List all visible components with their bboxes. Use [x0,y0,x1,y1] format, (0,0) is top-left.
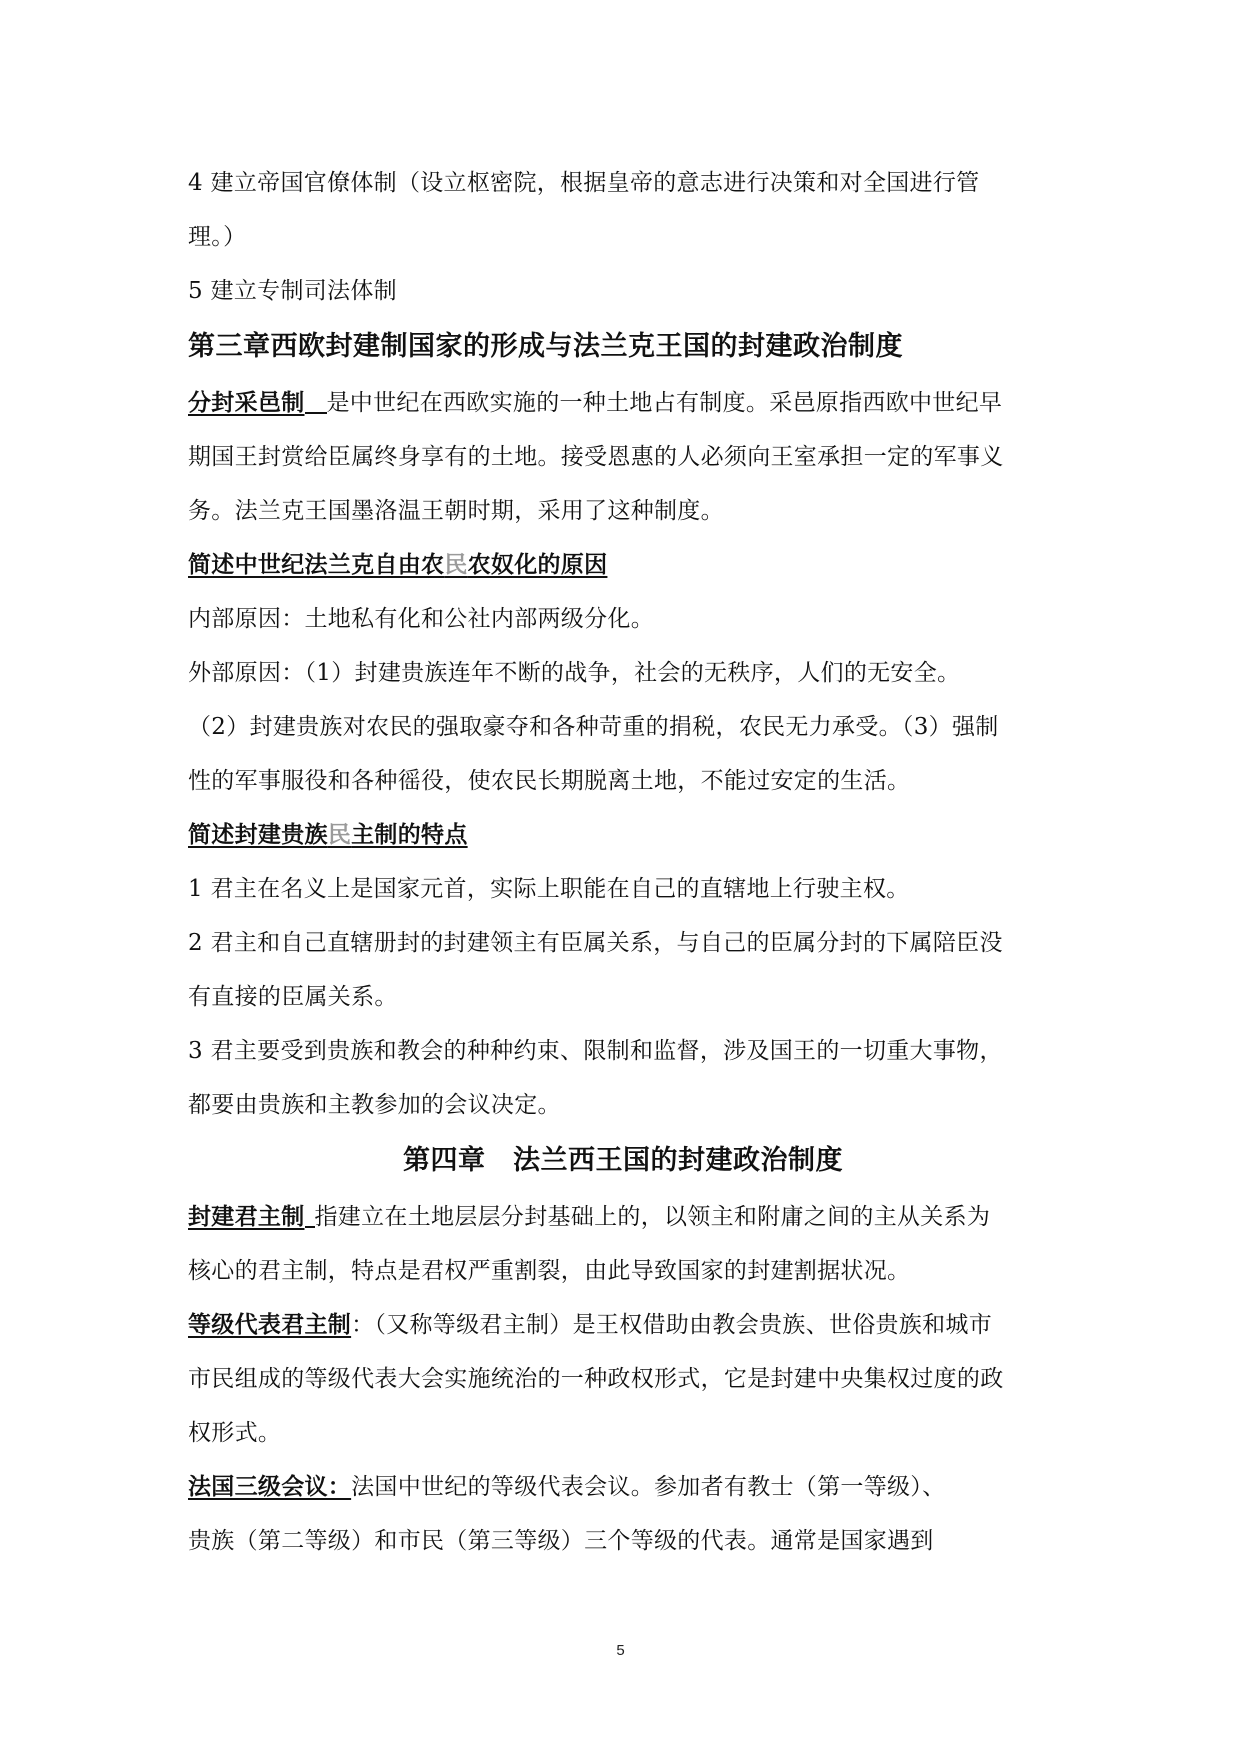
estates-general-text: 法国中世纪的等级代表会议。参加者有教士（第一等级）、 [351,1474,946,1500]
external-reasons-line-3: 性的军事服役和各种徭役，使农民长期脱离土地，不能过安定的生活。 [188,768,911,794]
peasants-heading-faded-char: 民 [444,552,468,578]
term-underline-trail [305,1225,315,1228]
democracy-item-3-line-2: 都要由贵族和主教参加的会议决定。 [188,1092,561,1118]
item-4-line-2: 理。） [188,224,247,250]
item-4-line-1: 4 建立帝国官僚体制（设立枢密院，根据皇帝的意志进行决策和对全国进行管 [188,170,980,196]
internal-reasons: 内部原因：土地私有化和公社内部两级分化。 [188,606,654,632]
term-underline-trail [305,411,327,414]
fief-definition-line-1 [188,376,1058,430]
peasants-heading-text [188,552,607,578]
estates-general-term: 法国三级会议： [188,1474,352,1500]
fief-term: 分封采邑制 [188,390,305,416]
democracy-heading [188,808,1058,862]
estates-monarchy-line-3: 权形式。 [188,1420,282,1446]
chapter-3-title: 第三章西欧封建制国家的形成与法兰克王国的封建政治制度 [188,331,903,362]
fief-definition-text: 是中世纪在西欧实施的一种土地占有制度。采邑原指西欧中世纪早 [326,390,1003,416]
page-content [188,156,1058,1568]
external-reasons-line-2: （2）封建贵族对农民的强取豪夺和各种苛重的捐税，农民无力承受。（3）强制 [188,714,999,740]
external-reasons-line-1: 外部原因：（1）封建贵族连年不断的战争，社会的无秩序，人们的无安全。 [188,660,961,686]
estates-monarchy-text: ：（又称等级君主制）是王权借助由教会贵族、世俗贵族和城市 [351,1312,993,1338]
peasants-heading [188,538,1058,592]
democracy-heading-part-a: 简述封建贵族 [188,822,328,848]
feudal-monarchy-line-1 [188,1190,1058,1244]
democracy-item-2-line-2: 有直接的臣属关系。 [188,984,398,1010]
democracy-item-1: 1 君主在名义上是国家元首，实际上职能在自己的直辖地上行驶主权。 [188,876,910,902]
peasants-heading-part-b: 农奴化的原因 [467,552,608,578]
estates-monarchy-term: 等级代表君主制 [188,1312,352,1338]
feudal-monarchy-line-2: 核心的君主制，特点是君权严重割裂，由此导致国家的封建割据状况。 [188,1258,911,1284]
chapter-4-title: 第四章 法兰西王国的封建政治制度 [403,1145,843,1176]
feudal-monarchy-term: 封建君主制 [188,1204,305,1230]
democracy-heading-text [188,822,468,848]
estates-monarchy-line-1 [188,1298,1058,1352]
fief-definition-line-3: 务。法兰克王国墨洛温王朝时期，采用了这种制度。 [188,498,724,524]
democracy-item-2-line-1: 2 君主和自己直辖册封的封建领主有臣属关系，与自己的臣属分封的下属陪臣没 [188,930,1003,956]
item-5: 5 建立专制司法体制 [188,278,397,304]
estates-monarchy-line-2: 市民组成的等级代表大会实施统治的一种政权形式，它是封建中央集权过度的政 [188,1366,1004,1392]
democracy-item-3-line-1: 3 君主要受到贵族和教会的种种约束、限制和监督，涉及国王的一切重大事物， [188,1038,1003,1064]
peasants-heading-part-a: 简述中世纪法兰克自由农 [188,552,445,578]
democracy-heading-part-b: 主制的特点 [351,822,468,848]
democracy-heading-faded-char: 民 [327,822,352,848]
estates-general-line-1 [188,1460,1058,1514]
estates-general-line-2: 贵族（第二等级）和市民（第三等级）三个等级的代表。通常是国家遇到 [188,1528,934,1554]
fief-definition-line-2: 期国王封赏给臣属终身享有的土地。接受恩惠的人必须向王室承担一定的军事义 [188,444,1004,470]
feudal-monarchy-text: 指建立在土地层层分封基础上的，以领主和附庸之间的主从关系为 [314,1204,991,1230]
page-number: 5 [616,1642,625,1659]
